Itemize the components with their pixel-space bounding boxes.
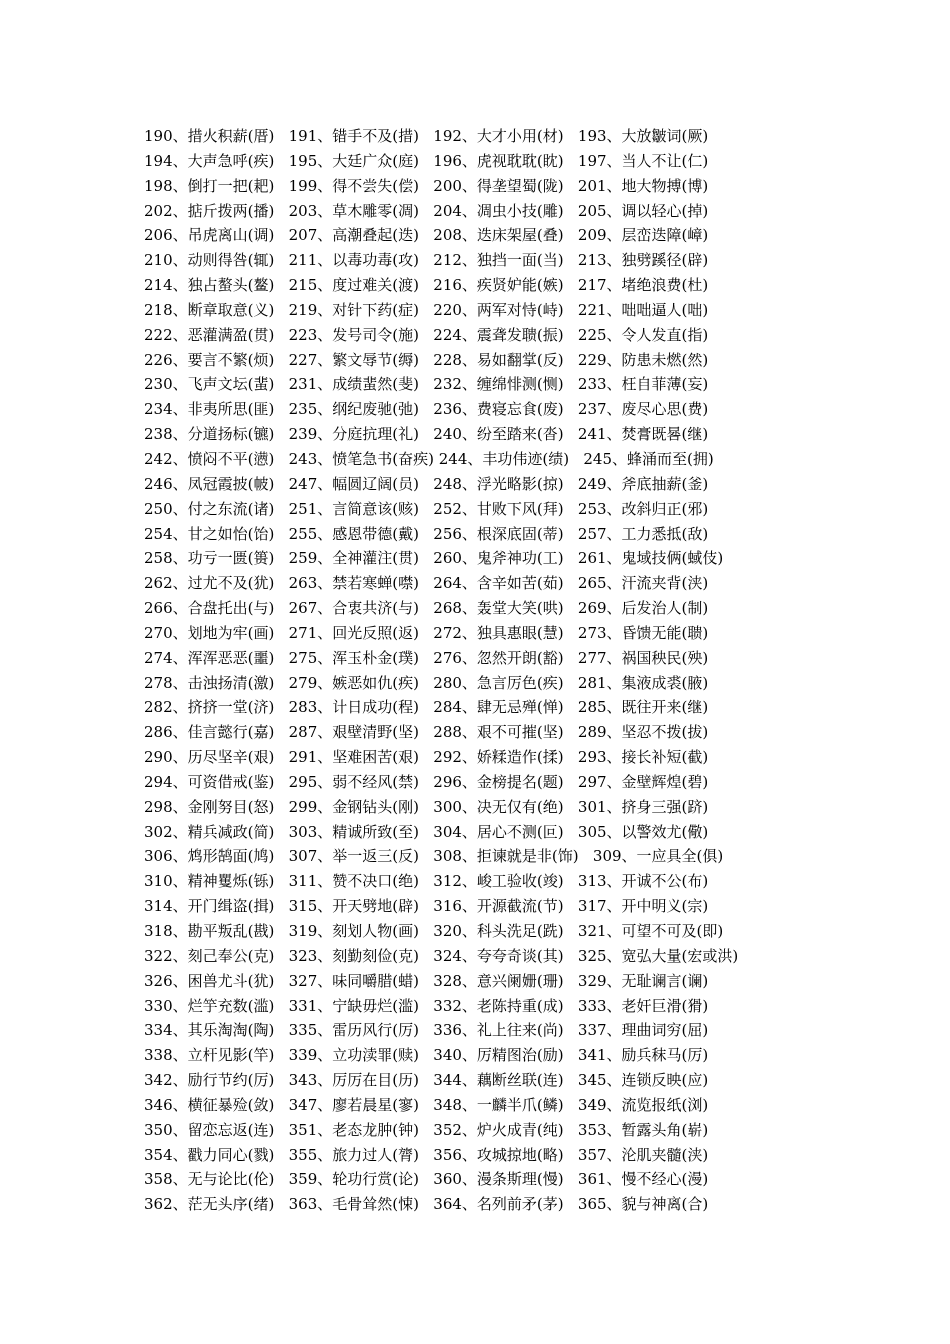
idiom-line: 350、留恋忘返(连) 351、老态龙肿(钟) 352、炉火成青(纯) 353、暂露头角(崭) (144, 1120, 709, 1139)
idiom-line: 202、掂斤拨两(播) 203、草木雕零(凋) 204、凋虫小技(雕) 205、调以轻心(掉) (144, 201, 709, 220)
idiom-line: 242、愤闷不平(懑) 243、愤笔急书(奋疾) 244、丰功伟迹(绩) 245、蜂涌而至(拥) (144, 449, 714, 468)
idiom-line: 298、金刚努目(怒) 299、金钢钻头(刚) 300、决无仅有(绝) 301、挤身三强(跻) (144, 797, 709, 816)
idiom-line: 214、独占螯头(鳌) 215、度过难关(渡) 216、疾贤妒能(嫉) 217、堵绝浪费(杜) (144, 276, 709, 295)
idiom-line: 346、横征暴殓(敛) 347、廖若晨星(寥) 348、一麟半爪(鳞) 349、流览报纸(浏) (144, 1095, 709, 1114)
idiom-line: 190、措火积薪(厝) 191、错手不及(措) 192、大才小用(材) 193、大放皺词(厥) (144, 127, 709, 145)
idiom-line: 278、击浊扬清(激) 279、嫉恶如仇(疾) 280、急言厉色(疾) 281、集液成裘(腋) (144, 673, 709, 692)
idiom-line: 238、分道扬标(镳) 239、分庭抗理(礼) 240、纷至踏来(沓) 241、焚膏既晷(继) (144, 425, 709, 444)
idiom-line: 206、吊虎离山(调) 207、高潮叠起(迭) 208、迭床架屋(叠) 209、层峦迭障(嶂) (144, 226, 709, 245)
idiom-line: 250、付之东流(诸) 251、言简意该(赅) 252、甘败下风(拜) 253、改斜归正(邪) (144, 499, 709, 518)
idiom-line: 274、浑浑恶恶(噩) 275、浑玉朴金(璞) 276、忽然开朗(豁) 277、祸国秧民(殃) (144, 648, 709, 667)
idiom-line: 330、烂竽充数(滥) 331、宁缺毋烂(滥) 332、老陈持重(成) 333、老奸巨滑(猾) (144, 996, 709, 1015)
idiom-line: 222、恶灌满盈(贯) 223、发号司令(施) 224、震聋发聩(振) 225、令人发直(指) (144, 325, 709, 344)
idiom-line: 262、过尤不及(犹) 263、禁若寒蝉(噤) 264、含辛如苦(茹) 265、汗流夹背(浃) (144, 574, 709, 593)
idiom-line: 310、精神矍烁(铄) 311、赞不决口(绝) 312、峻工验收(竣) 313、开诚不公(布) (144, 872, 709, 891)
idiom-line: 254、甘之如怡(饴) 255、感恩带德(戴) 256、根深底固(蒂) 257、工力悉抵(敌) (144, 524, 709, 543)
idiom-list (144, 124, 784, 1217)
idiom-line: 230、飞声文坛(蜚) 231、成绩蜚然(斐) 232、缠绵悱测(恻) 233、枉自菲薄(妄) (144, 375, 709, 394)
idiom-line: 194、大声急呼(疾) 195、大廷广众(庭) 196、虎视耽耽(眈) 197、当人不让(仁) (144, 151, 709, 170)
idiom-line: 246、凤冠霞披(帔) 247、幅圆辽阔(员) 248、浮光略影(掠) 249、斧底抽薪(釜) (144, 474, 709, 493)
idiom-line: 318、勘平叛乱(戡) 319、刻划人物(画) 320、科头洗足(跣) 321、可望不可及(即) (144, 922, 724, 940)
idiom-line: 266、合盘托出(与) 267、合衷共济(与) 268、轰堂大笑(哄) 269、后发治人(制) (144, 599, 709, 618)
idiom-line: 258、功亏一匮(篑) 259、全神灌注(贯) 260、鬼斧神功(工) 261、鬼域技俩(蜮伎) (144, 549, 724, 568)
idiom-line: 198、倒打一把(耙) 199、得不尝失(偿) 200、得垄望蜀(陇) 201、地大物搏(博) (144, 176, 709, 195)
idiom-line: 358、无与论比(伦) 359、轮功行赏(论) 360、漫条斯理(慢) 361、慢不经心(漫) (144, 1170, 709, 1189)
idiom-line: 218、断章取意(义) 219、对针下药(症) 220、两军对恃(峙) 221、咄咄逼人(咄) (144, 300, 709, 319)
idiom-line: 334、其乐淘淘(陶) 335、雷历风行(厉) 336、礼上往来(尚) 337、理曲词穷(屈) (144, 1021, 709, 1040)
idiom-line: 314、开门缉盗(揖) 315、开天劈地(辟) 316、开源截流(节) 317、开中明义(宗) (144, 897, 709, 916)
idiom-line: 234、非夷所思(匪) 235、纲纪废驰(弛) 236、费寝忘食(废) 237、废尽心思(费) (144, 400, 709, 419)
idiom-line: 306、鸩形鹄面(鸠) 307、举一返三(反) 308、拒谏就是非(饰) 309、一应具全(俱) (144, 847, 724, 866)
idiom-line: 342、励行节约(厉) 343、厉厉在目(历) 344、藕断丝联(连) 345、连锁反映(应) (144, 1071, 709, 1090)
idiom-line: 210、动则得咎(辄) 211、以毒功毒(攻) 212、独挡一面(当) 213、独劈蹊径(辟) (144, 251, 709, 270)
idiom-line: 282、挤挤一堂(济) 283、计日成功(程) 284、肆无忌殚(惮) 285、既往开来(继) (144, 698, 709, 717)
idiom-line: 322、刻己奉公(克) 323、刻勤刻俭(克) 324、夸夸奇谈(其) 325、宽弘大量(宏或洪) (144, 946, 739, 965)
idiom-line: 338、立杆见影(竿) 339、立功渎罪(赎) 340、厉精图治(励) 341、励兵秣马(厉) (144, 1046, 709, 1065)
idiom-line: 270、划地为牢(画) 271、回光反照(返) 272、独具惠眼(慧) 273、昏馈无能(聩) (144, 623, 709, 642)
idiom-line: 302、精兵减政(简) 303、精诚所致(至) 304、居心不测(叵) 305、以警效尤(儆) (144, 822, 709, 841)
idiom-line: 326、困兽尤斗(犹) 327、味同嚼腊(蜡) 328、意兴阑姗(珊) 329、无耻谰言(谰) (144, 971, 709, 990)
idiom-line: 294、可资借戒(鉴) 295、弱不经风(禁) 296、金榜提名(题) 297、金壁辉煌(碧) (144, 772, 709, 791)
idiom-line: 354、戳力同心(戮) 355、旅力过人(膂) 356、攻城掠地(略) 357、沦肌夹髓(浃) (144, 1145, 709, 1164)
idiom-line: 226、要言不繁(烦) 227、繁文辱节(缛) 228、易如翻掌(反) 229、防患未燃(然) (144, 350, 709, 369)
idiom-line: 286、佳言懿行(嘉) 287、艰壁清野(坚) 288、艰不可摧(坚) 289、坚忍不拨(拔) (144, 723, 709, 742)
idiom-line: 362、茫无头序(绪) 363、毛骨耸然(悚) 364、名列前矛(茅) 365、貌与神离(合) (144, 1195, 709, 1214)
idiom-line: 290、历尽坚辛(艰) 291、坚难困苦(艰) 292、娇糅造作(揉) 293、接长补短(截) (144, 748, 709, 767)
